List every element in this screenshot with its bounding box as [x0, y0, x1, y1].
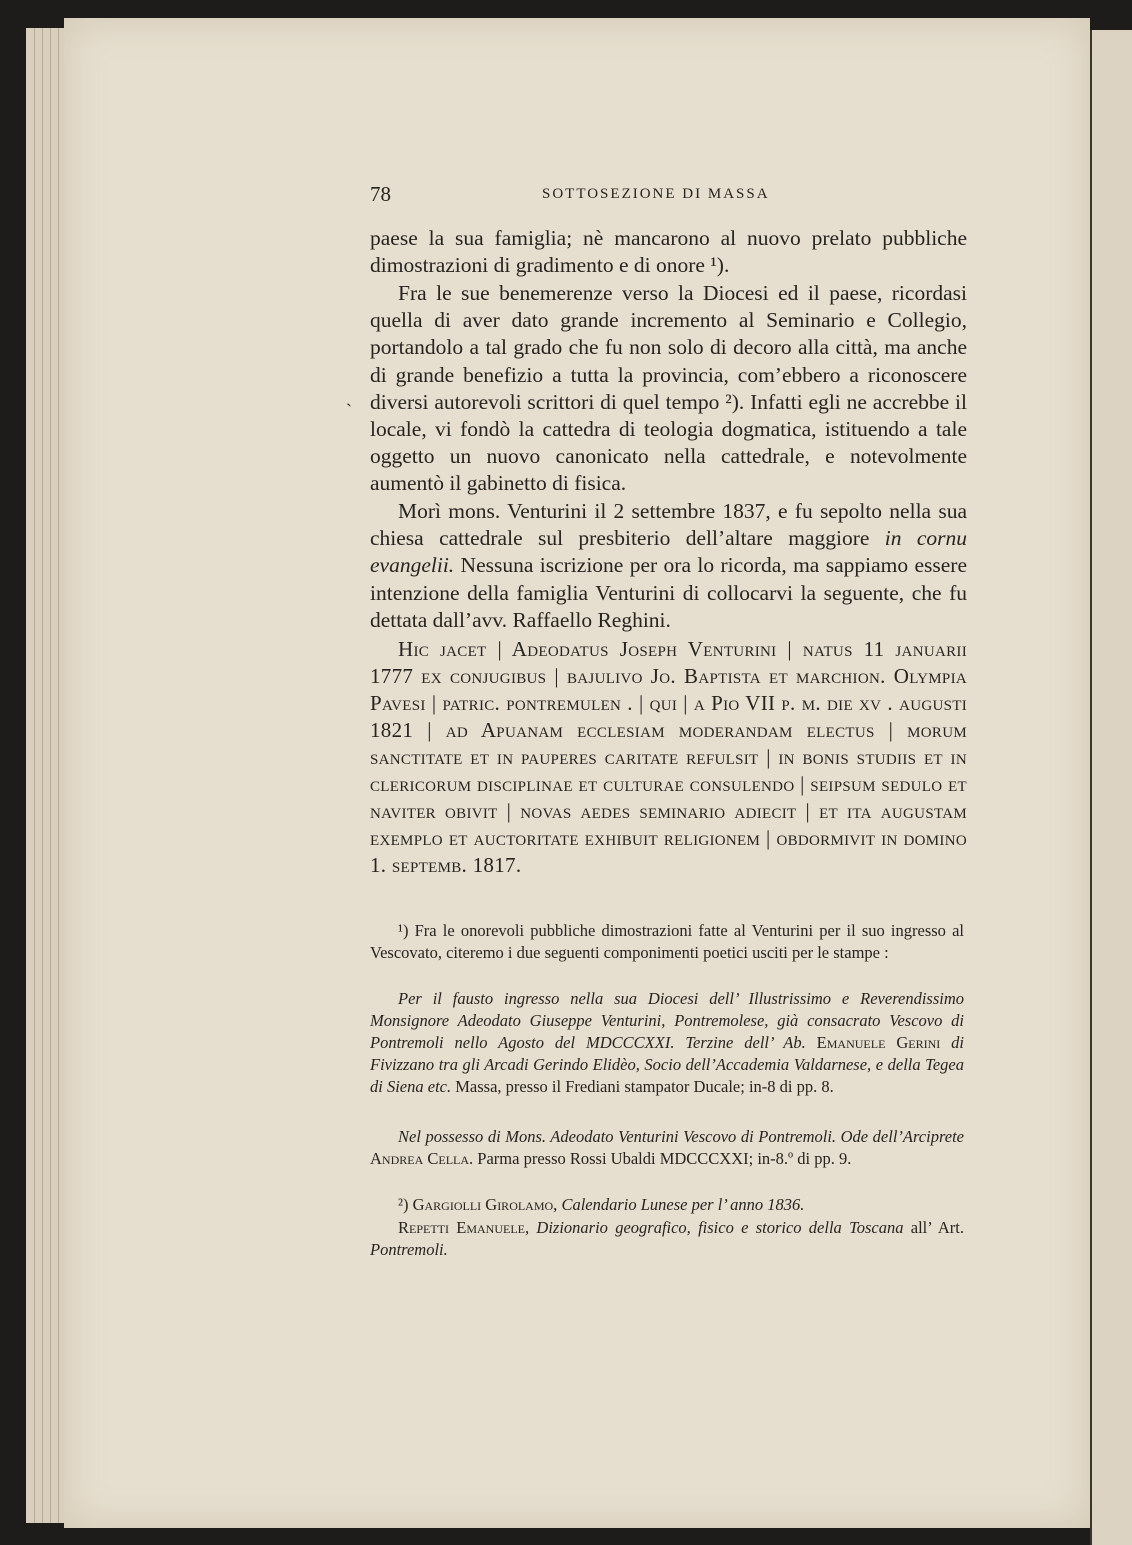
- page-number: 78: [370, 182, 391, 206]
- fn2b-article: Pontremoli.: [370, 1240, 448, 1259]
- margin-mark: ˴: [346, 392, 352, 412]
- fn1-item1-imprint: Massa, presso il Frediani stampator Ducale; in-8 di pp. 8.: [451, 1077, 834, 1096]
- adjacent-page-edge: [1090, 30, 1132, 1545]
- paragraph-3: [370, 498, 967, 634]
- epitaph-inscription: Hic jacet | Adeodatus Joseph Venturini | natus 11 januarii 1777 ex conjugibus | bajulivo Jo. Baptista et marchion. Olympia Pavesi | patric. pontremulen . | qui | a Pio VII p. m. die xv . augusti 1821 | ad Apuanam ecclesiam moderandam electus | morum sanctitate et in pauperes caritate refulsit | in bonis studiis et in clericorum disciplinae et culturae consulendo | seipsum sedulo et naviter obivit | novas aedes seminario adiecit | et ita augustam exemplo et auctoritate exhibuit religionem | obdormivit in domino 1. septemb. 1817.: [370, 637, 967, 877]
- paragraph-3-text-a: Morì mons. Venturini il 2 settembre 1837, e fu sepolto nella sua chiesa cattedrale sul presbiterio dell’altare maggiore: [370, 499, 967, 551]
- footnote-2-ref-2: [370, 1217, 964, 1261]
- running-head: SOTTOSEZIONE DI MASSA: [542, 186, 770, 202]
- fn2b-title: Dizionario geografico, fisico e storico della Toscana: [529, 1218, 904, 1237]
- fn1-item1-title-b: di Fivizzano tra gli Arcadi Gerindo Elidèo, Socio dell’Accademia Valdarnese, e della Tegea di Siena etc.: [370, 1033, 964, 1096]
- fn1-item2-author: Andrea Cella.: [370, 1149, 474, 1168]
- fn2-mark: ²): [398, 1195, 413, 1214]
- fn1-item2-imprint: Parma presso Rossi Ubaldi MDCCCXXI; in-8.º di pp. 9.: [473, 1149, 852, 1168]
- fn2b-mid: all’ Art.: [903, 1218, 964, 1237]
- fn2-title: Calendario Lunese per l’ anno 1836.: [557, 1195, 805, 1214]
- paragraph-1: paese la sua famiglia; nè mancarono al nuovo prelato pubbliche dimostrazioni di gradimento e di onore ¹).: [370, 226, 967, 278]
- fn1-item1-title: Per il fausto ingresso nella sua Diocesi dell’ Illustrissimo e Reverendissimo Monsignore Adeodato Giuseppe Venturini, Pontremolese, già consacrato Vescovo di Pontremoli nello Agosto del MDCCCXXI. Terzine dell’ Ab.: [370, 989, 964, 1052]
- paragraph-3-text-b: Nessuna iscrizione per ora lo ricorda, ma sappiamo essere intenzione della famiglia Venturini di collocarvi la seguente, che fu dettata dall’avv. Raffaello Reghini.: [370, 553, 967, 632]
- fn2-author: Gargiolli Girolamo,: [412, 1195, 558, 1214]
- paragraph-3-italic: in cornu evangelii.: [370, 526, 967, 578]
- footnote-1-item-1: [370, 988, 964, 1098]
- fn2b-author: Repetti Emanuele,: [398, 1218, 530, 1237]
- page-header: [370, 182, 970, 206]
- paragraph-2: Fra le sue benemerenze verso la Diocesi ed il paese, ricordasi quella di aver dato grande incremento al Seminario e Collegio, portandolo a tal grado che fu non solo di decoro alla città, ma anche di grande benefizio a tutta la provincia, com’ebbero a riconoscere diversi autorevoli scrittori di quel tempo ²). Infatti egli ne accrebbe il locale, vi fondò la cattedra di teologia dogmatica, istituendo a tale oggetto un nuovo canonicato nella cattedrale, e notevolmente aumentò il gabinetto di fisica.: [370, 281, 967, 496]
- footnote-1-item-2: [370, 1126, 964, 1170]
- footnote-1-intro: ¹) Fra le onorevoli pubbliche dimostrazioni fatte al Venturini per il suo ingresso al Vescovato, citeremo i due seguenti componimenti poetici usciti per le stampe :: [370, 921, 964, 962]
- footnote-2: [370, 1194, 964, 1216]
- fn1-item1-author: Emanuele Gerini: [805, 1033, 952, 1052]
- fn1-item2-title: Nel possesso di Mons. Adeodato Venturini Vescovo di Pontremoli. Ode dell’Arciprete: [398, 1127, 964, 1146]
